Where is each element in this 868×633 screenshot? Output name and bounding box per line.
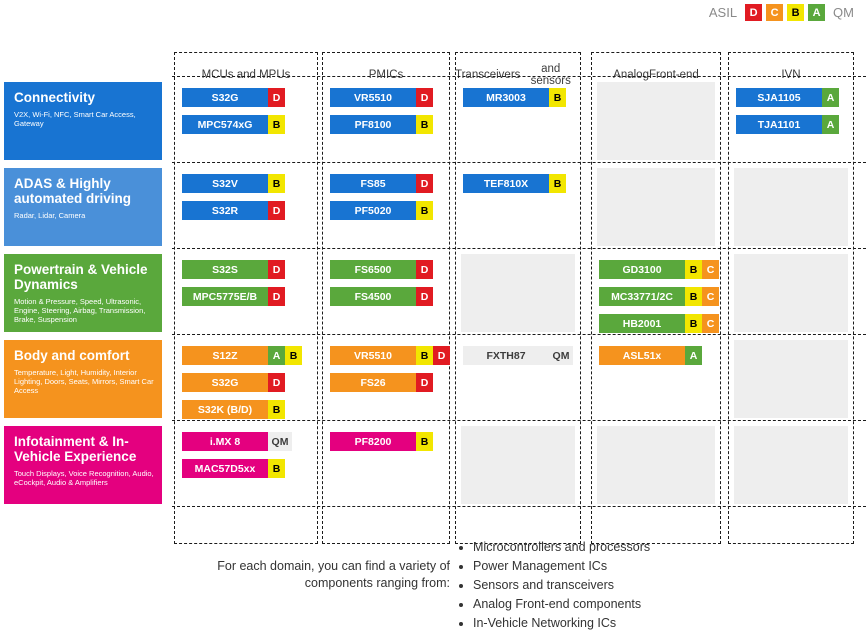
- asil-chip-d: D: [745, 4, 762, 21]
- footer-list-item: • In-Vehicle Networking ICs: [473, 614, 855, 633]
- part-chip[interactable]: ASL51x: [599, 346, 685, 365]
- matrix-cell-r3-c5: [734, 254, 848, 332]
- row-separator-2: [172, 162, 866, 163]
- footer-intro: For each domain, you can find a variety of components ranging from:: [217, 559, 450, 590]
- part-entry[interactable]: [182, 459, 285, 478]
- part-entry[interactable]: [182, 174, 285, 193]
- domain-title: Body and comfort: [14, 348, 130, 363]
- domain-title: Infotainment & In-Vehicle Experience: [14, 434, 137, 464]
- part-chip[interactable]: HB2001: [599, 314, 685, 333]
- part-chip[interactable]: FS4500: [330, 287, 416, 306]
- part-entry[interactable]: [330, 346, 450, 365]
- domain-label-3[interactable]: [4, 254, 162, 332]
- row-separator-5: [172, 420, 866, 421]
- domain-title: Powertrain & Vehicle Dynamics: [14, 262, 148, 292]
- part-chip[interactable]: PF8100: [330, 115, 416, 134]
- footer-list-item: • Analog Front-end components: [473, 595, 855, 614]
- footer-list-item: • Power Management ICs: [473, 557, 855, 576]
- footer-component-list: [455, 538, 855, 633]
- asil-chip-c: C: [766, 4, 783, 21]
- part-chip[interactable]: FS26: [330, 373, 416, 392]
- part-chip[interactable]: MPC574xG: [182, 115, 268, 134]
- column-header-1: MCUs and MPUs: [201, 69, 291, 81]
- row-separator-3: [172, 248, 866, 249]
- asil-tag: A: [268, 346, 285, 365]
- asil-tag: B: [416, 346, 433, 365]
- asil-tag: B: [285, 346, 302, 365]
- asil-tag: QM: [549, 346, 573, 365]
- part-chip[interactable]: TJA1101: [736, 115, 822, 134]
- asil-tag: B: [268, 115, 285, 134]
- asil-tag: B: [416, 115, 433, 134]
- part-chip[interactable]: S12Z: [182, 346, 268, 365]
- part-chip[interactable]: SJA1105: [736, 88, 822, 107]
- matrix-cell-r2-c5: [734, 168, 848, 246]
- column-header-4: Analog Front-end: [613, 69, 699, 81]
- matrix-cell-r5-c5: [734, 426, 848, 504]
- asil-tag: D: [268, 373, 285, 392]
- asil-tag: C: [702, 314, 719, 333]
- asil-tag: D: [268, 260, 285, 279]
- part-chip[interactable]: S32K (B/D): [182, 400, 268, 419]
- part-entry[interactable]: [330, 287, 433, 306]
- footer-list-item: • Sensors and transceivers: [473, 576, 855, 595]
- asil-tag: B: [549, 88, 566, 107]
- part-entry[interactable]: [330, 373, 433, 392]
- domain-subtitle: Radar, Lidar, Camera: [14, 211, 86, 220]
- part-chip[interactable]: FS85: [330, 174, 416, 193]
- asil-tag: B: [549, 174, 566, 193]
- matrix-cell-r5-c4: [597, 426, 715, 504]
- part-chip[interactable]: FXTH87: [463, 346, 549, 365]
- part-chip[interactable]: FS6500: [330, 260, 416, 279]
- part-entry[interactable]: [182, 115, 285, 134]
- domain-label-5[interactable]: [4, 426, 162, 504]
- asil-tag: A: [685, 346, 702, 365]
- domain-title: Connectivity: [14, 90, 96, 105]
- part-entry[interactable]: [463, 88, 566, 107]
- asil-tag: D: [416, 260, 433, 279]
- part-entry[interactable]: [599, 346, 702, 365]
- part-chip[interactable]: MC33771/2C: [599, 287, 685, 306]
- matrix-cell-r3-c3: [461, 254, 575, 332]
- asil-tag: D: [268, 287, 285, 306]
- asil-legend-qm: QM: [833, 5, 854, 20]
- part-entry[interactable]: [182, 400, 285, 419]
- footer-list-item: • Microcontrollers and processors: [473, 538, 855, 557]
- asil-tag: C: [702, 260, 719, 279]
- domain-subtitle: Temperature, Light, Humidity, Interior Lighting, Doors, Seats, Mirrors, Smart Car Access: [14, 368, 154, 395]
- asil-tag: B: [685, 314, 702, 333]
- part-chip[interactable]: S32S: [182, 260, 268, 279]
- matrix-cell-r1-c4: [597, 82, 715, 160]
- matrix-cell-r4-c5: [734, 340, 848, 418]
- asil-tag: A: [822, 88, 839, 107]
- part-entry[interactable]: [182, 373, 285, 392]
- part-chip[interactable]: S32G: [182, 373, 268, 392]
- asil-tag: D: [416, 287, 433, 306]
- part-entry[interactable]: [330, 174, 433, 193]
- domain-title: ADAS & Highly automated driving: [14, 176, 132, 206]
- asil-tag: D: [268, 201, 285, 220]
- part-entry[interactable]: [330, 115, 433, 134]
- part-chip[interactable]: TEF810X: [463, 174, 549, 193]
- domain-label-2[interactable]: [4, 168, 162, 246]
- part-chip[interactable]: PF8200: [330, 432, 416, 451]
- row-separator-1: [172, 76, 866, 77]
- asil-tag: D: [416, 373, 433, 392]
- column-header-2: PMICs: [368, 69, 404, 81]
- part-chip[interactable]: VR5510: [330, 346, 416, 365]
- asil-legend: [709, 4, 854, 21]
- part-entry[interactable]: [330, 432, 433, 451]
- asil-tag: D: [416, 174, 433, 193]
- part-entry[interactable]: [463, 346, 573, 365]
- domain-matrix: [0, 22, 868, 527]
- matrix-cell-r5-c3: [461, 426, 575, 504]
- part-entry[interactable]: [330, 260, 433, 279]
- asil-chip-b: B: [787, 4, 804, 21]
- part-entry[interactable]: [182, 88, 285, 107]
- column-header-5: IVN: [781, 69, 801, 81]
- part-chip[interactable]: MPC5775E/B: [182, 287, 268, 306]
- part-chip[interactable]: S32R: [182, 201, 268, 220]
- part-entry[interactable]: [736, 115, 839, 134]
- part-entry[interactable]: [182, 432, 292, 451]
- asil-tag: QM: [268, 432, 292, 451]
- part-chip[interactable]: VR5510: [330, 88, 416, 107]
- part-entry[interactable]: [599, 260, 719, 279]
- row-separator-4: [172, 334, 866, 335]
- part-entry[interactable]: [330, 201, 433, 220]
- domain-subtitle: V2X, Wi-Fi, NFC, Smart Car Access, Gateway: [14, 110, 136, 128]
- asil-tag: B: [268, 459, 285, 478]
- part-chip[interactable]: S32V: [182, 174, 268, 193]
- domain-subtitle: Motion & Pressure, Speed, Ultrasonic, Engine, Steering, Airbag, Transmission, Brake, Suspension: [14, 297, 146, 324]
- asil-tag: D: [433, 346, 450, 365]
- part-entry[interactable]: [182, 346, 302, 365]
- asil-tag: D: [268, 88, 285, 107]
- domain-label-4[interactable]: [4, 340, 162, 418]
- part-entry[interactable]: [599, 287, 719, 306]
- part-entry[interactable]: [182, 287, 285, 306]
- part-chip[interactable]: i.MX 8: [182, 432, 268, 451]
- asil-tag: B: [416, 432, 433, 451]
- part-chip[interactable]: MAC57D5xx: [182, 459, 268, 478]
- asil-tag: B: [685, 287, 702, 306]
- column-header-3: Transceivers and sensors: [455, 63, 571, 87]
- part-entry[interactable]: [463, 174, 566, 193]
- part-chip[interactable]: MR3003: [463, 88, 549, 107]
- asil-tag: D: [416, 88, 433, 107]
- domain-label-1[interactable]: [4, 82, 162, 160]
- asil-chip-a: A: [808, 4, 825, 21]
- asil-legend-label: ASIL: [708, 5, 738, 20]
- part-chip[interactable]: GD3100: [599, 260, 685, 279]
- part-entry[interactable]: [736, 88, 839, 107]
- asil-tag: A: [822, 115, 839, 134]
- part-entry[interactable]: [330, 88, 433, 107]
- asil-tag: B: [416, 201, 433, 220]
- part-chip[interactable]: S32G: [182, 88, 268, 107]
- row-separator-bottom: [172, 506, 866, 507]
- asil-tag: C: [702, 287, 719, 306]
- asil-tag: B: [685, 260, 702, 279]
- part-chip[interactable]: PF5020: [330, 201, 416, 220]
- matrix-cell-r2-c4: [597, 168, 715, 246]
- asil-tag: B: [268, 400, 285, 419]
- part-entry[interactable]: [599, 314, 719, 333]
- asil-tag: B: [268, 174, 285, 193]
- domain-subtitle: Touch Displays, Voice Recognition, Audio, eCockpit, Audio & Amplifiers: [14, 469, 154, 487]
- part-entry[interactable]: [182, 260, 285, 279]
- part-entry[interactable]: [182, 201, 285, 220]
